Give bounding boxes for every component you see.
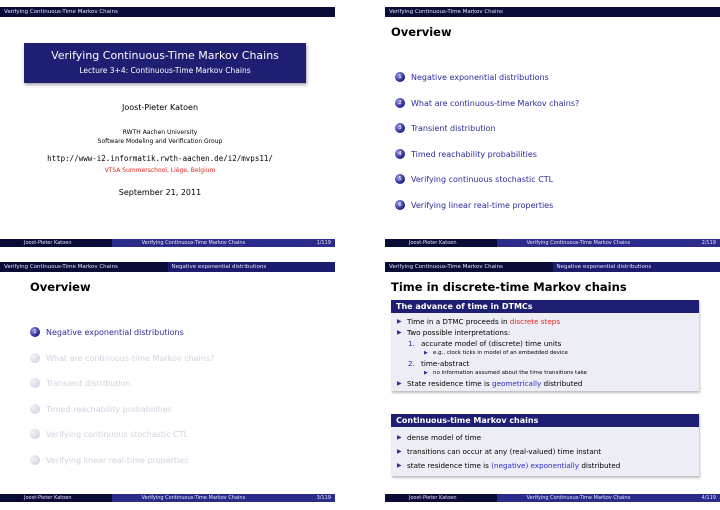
- toc-item[interactable]: [30, 429, 188, 439]
- slide-title: Overview: [391, 25, 452, 39]
- footer-author: Joost-Pieter Katoen: [385, 494, 497, 502]
- number-ball-icon: 4: [30, 404, 40, 414]
- text: accurate model of (discrete) time units: [421, 339, 562, 348]
- slide-header: [0, 7, 335, 17]
- author: Joost-Pieter Katoen: [121, 103, 199, 112]
- page-number: 1/119: [316, 240, 331, 246]
- toc-item[interactable]: [395, 149, 537, 159]
- header-right: Negative exponential distributions: [553, 262, 720, 272]
- list-item: [397, 316, 694, 327]
- list-item: [397, 327, 694, 338]
- footer-title: Verifying Continuous-Time Markov Chains: [141, 495, 246, 501]
- text: transitions can occur at any (real-valued) time instant: [407, 447, 602, 456]
- header-left: Verifying Continuous-Time Markov Chains: [4, 264, 118, 270]
- highlight: geometrically: [492, 379, 542, 388]
- footer-right: [497, 494, 720, 502]
- slide-header: [385, 7, 720, 17]
- affiliation-2: Software Modeling and Verification Group: [97, 138, 223, 145]
- date: September 21, 2011: [118, 188, 202, 197]
- number-ball-icon: 6: [395, 200, 405, 210]
- highlight: (negative) exponentially: [491, 461, 580, 470]
- header-left: Verifying Continuous-Time Markov Chains: [4, 9, 118, 15]
- text: distributed: [541, 379, 583, 388]
- slide-subtitle: Lecture 3+4: Continuous-Time Markov Chains: [79, 66, 251, 75]
- course-url[interactable]: http://www-i2.informatik.rwth-aachen.de/i2/mvps11/: [47, 154, 273, 163]
- text: Time in a DTMC proceeds in: [407, 317, 510, 326]
- toc-item-label: What are continuous-time Markov chains?: [46, 353, 215, 363]
- number-ball-icon: 4: [395, 149, 405, 159]
- block-title: The advance of time in DTMCs: [391, 300, 699, 313]
- number-ball-icon: 2: [395, 98, 405, 108]
- triangle-bullet-icon: ▶: [397, 462, 402, 469]
- block-list: [391, 313, 699, 391]
- header-left: Verifying Continuous-Time Markov Chains: [389, 264, 503, 270]
- slide-footer: [385, 239, 720, 247]
- footer-title: Verifying Continuous-Time Markov Chains: [526, 495, 631, 501]
- toc-item[interactable]: [395, 98, 579, 108]
- footer-right: [497, 239, 720, 247]
- list-item: [397, 349, 694, 358]
- text: e.g., clock ticks in model of an embedded device: [433, 350, 568, 356]
- list-item: [397, 378, 694, 389]
- toc-item-label: What are continuous-time Markov chains?: [411, 98, 580, 108]
- number-ball-icon: 5: [395, 174, 405, 184]
- event-name: VTSA Summerschool, Liège, Belgium: [104, 167, 216, 174]
- slide-footer: [0, 239, 335, 247]
- triangle-bullet-icon: ▶: [424, 350, 428, 356]
- enum-number: 2.: [408, 359, 415, 368]
- triangle-bullet-icon: ▶: [397, 434, 402, 441]
- slide-4: [385, 262, 720, 502]
- title-box: [24, 43, 306, 83]
- slide-title: Time in discrete-time Markov chains: [391, 280, 627, 294]
- toc-item-label: Transient distribution: [46, 378, 131, 388]
- text: distributed: [579, 461, 621, 470]
- text: Two possible interpretations:: [407, 328, 511, 337]
- header-left: Verifying Continuous-Time Markov Chains: [389, 9, 503, 15]
- slide-header: [385, 262, 720, 272]
- block-dtmc-time: [391, 300, 699, 391]
- number-ball-icon: 1: [30, 327, 40, 337]
- footer-right: [112, 239, 335, 247]
- footer-title: Verifying Continuous-Time Markov Chains: [141, 240, 246, 246]
- text: time-abstract: [421, 359, 470, 368]
- number-ball-icon: 5: [30, 429, 40, 439]
- slide-footer: [385, 494, 720, 502]
- text: no information assumed about the time transitions take: [433, 370, 587, 376]
- triangle-bullet-icon: ▶: [397, 380, 402, 387]
- slide-2: [385, 7, 720, 247]
- toc-item[interactable]: [30, 327, 184, 337]
- number-ball-icon: 1: [395, 72, 405, 82]
- list-item: [397, 369, 694, 378]
- text: state residence time is: [407, 461, 492, 470]
- toc-item[interactable]: [30, 378, 131, 388]
- block-title: Continuous-time Markov chains: [391, 414, 699, 427]
- triangle-bullet-icon: ▶: [424, 370, 428, 376]
- list-item: [397, 338, 694, 349]
- page-number: 2/119: [701, 240, 716, 246]
- toc-item[interactable]: [395, 72, 549, 82]
- toc-item[interactable]: [30, 404, 172, 414]
- list-item: [397, 445, 694, 459]
- triangle-bullet-icon: ▶: [397, 318, 402, 325]
- slide-3: [0, 262, 335, 502]
- list-item: [397, 431, 694, 445]
- toc-item[interactable]: [395, 174, 553, 184]
- toc-item-label: Verifying linear real-time properties: [46, 455, 189, 465]
- toc-item-label: Verifying linear real-time properties: [411, 200, 554, 210]
- slide-title: Verifying Continuous-Time Markov Chains: [51, 49, 279, 62]
- list-item: [397, 358, 694, 369]
- header-right: [553, 7, 720, 17]
- toc-item-label: Timed reachability probabilities: [411, 149, 537, 159]
- toc-item[interactable]: [30, 353, 214, 363]
- footer-right: [112, 494, 335, 502]
- slide-footer: [0, 494, 335, 502]
- footer-author: Joost-Pieter Katoen: [0, 239, 112, 247]
- text: dense model of time: [407, 433, 482, 442]
- toc-item[interactable]: [30, 455, 188, 465]
- page-number: 3/119: [316, 495, 331, 501]
- number-ball-icon: 6: [30, 455, 40, 465]
- toc-item-label: Negative exponential distributions: [411, 72, 549, 82]
- toc-item-label: Timed reachability probabilities: [46, 404, 172, 414]
- block-list: [391, 427, 699, 476]
- footer-title: Verifying Continuous-Time Markov Chains: [526, 240, 631, 246]
- enum-number: 1.: [408, 339, 415, 348]
- block-ctmc: [391, 414, 699, 476]
- toc-item-label: Negative exponential distributions: [46, 327, 184, 337]
- footer-author: Joost-Pieter Katoen: [385, 239, 497, 247]
- number-ball-icon: 3: [30, 378, 40, 388]
- toc-item[interactable]: [395, 200, 553, 210]
- triangle-bullet-icon: ▶: [397, 448, 402, 455]
- page-number: 4/119: [701, 495, 716, 501]
- toc-item-label: Transient distribution: [411, 123, 496, 133]
- slide-header: [0, 262, 335, 272]
- highlight: discrete steps: [509, 317, 561, 326]
- toc-item-label: Verifying continuous stochastic CTL: [411, 174, 554, 184]
- list-item: [397, 459, 694, 473]
- text: State residence time is: [407, 379, 493, 388]
- affiliation-1: RWTH Aachen University: [122, 129, 198, 136]
- toc-item[interactable]: [395, 123, 496, 133]
- toc-item-label: Verifying continuous stochastic CTL: [46, 429, 189, 439]
- slide-title: Overview: [30, 280, 91, 294]
- header-right: Negative exponential distributions: [168, 262, 336, 272]
- number-ball-icon: 2: [30, 353, 40, 363]
- footer-author: Joost-Pieter Katoen: [0, 494, 112, 502]
- number-ball-icon: 3: [395, 123, 405, 133]
- triangle-bullet-icon: ▶: [397, 329, 402, 336]
- slide-1: [0, 7, 335, 247]
- header-right: [168, 7, 336, 17]
